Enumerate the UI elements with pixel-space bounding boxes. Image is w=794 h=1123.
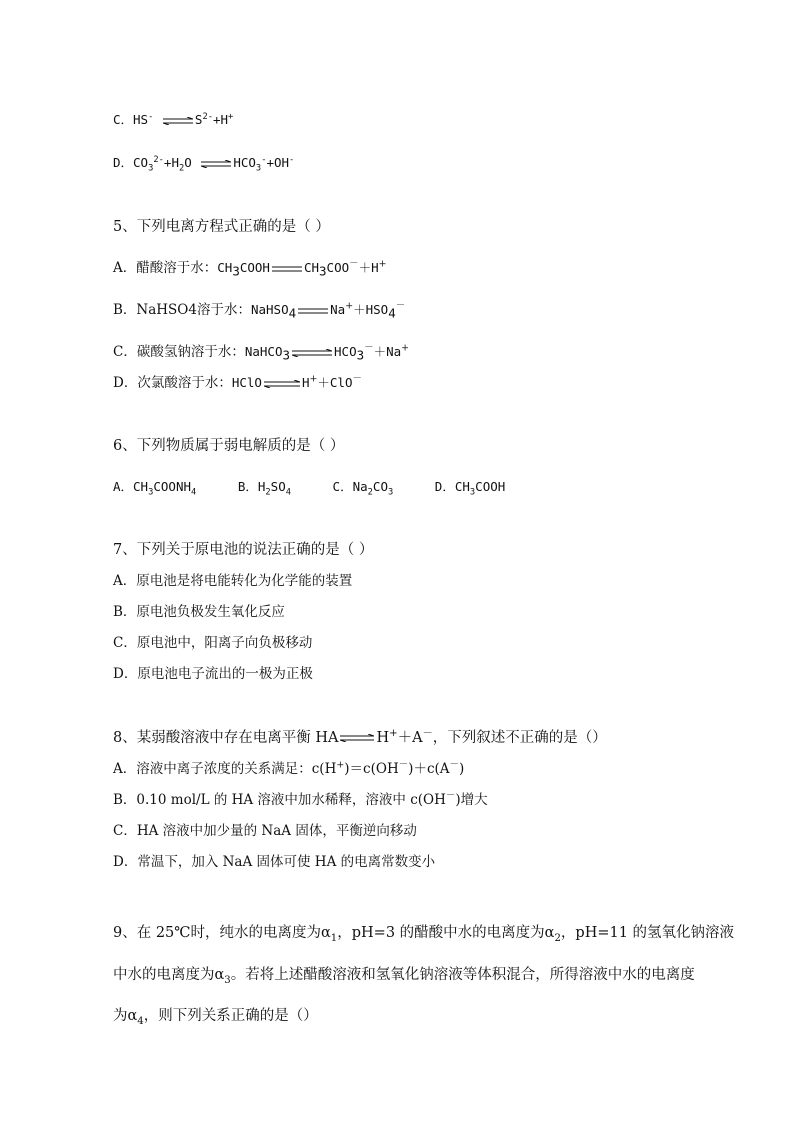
q7-option-c: C．原电池中，阳离子向负极移动 <box>113 635 313 651</box>
equals-arrow-icon <box>272 265 302 273</box>
q7-option-a: A．原电池是将电能转化为化学能的装置 <box>113 573 353 589</box>
question-6-stem: 6、下列物质属于弱电解质的是（ ） <box>113 438 345 454</box>
q5-option-c: C．碳酸氢钠溶于水：NaHCO$_3$ $HCO_3^-+Na^+$ <box>113 342 410 363</box>
question-9-line-2: 中水的电离度为$\alpha_3$。若将上述醋酸溶液和氢氧化钠溶液等体积混合，所得溶液中水的电离度 <box>113 967 695 986</box>
equilibrium-arrow-icon <box>292 349 332 357</box>
q8-option-a: A．溶液中离子浓度的关系满足：c(H+)＝c(OH－)＋c(A－) <box>113 759 465 777</box>
q6-option-d: D．$CH_3COOH$ <box>434 479 506 498</box>
q7-option-d: D．原电池电子流出的一极为正极 <box>113 666 313 682</box>
question-9-line-1: 9、在 25℃时，纯水的电离度为$\alpha_1$，pH=3 的醋酸中水的电离度为$\alpha_2$，pH=11 的氢氧化钠溶液 <box>113 925 735 944</box>
question-5-stem: 5、下列电离方程式正确的是（ ） <box>113 219 330 235</box>
q5-option-b: B．NaHSO4溶于水：NaHSO$_4$ $Na^++HSO_4^-$ <box>113 300 406 321</box>
q6-option-a: A．$CH_3COONH_4$ <box>113 479 197 498</box>
q4-option-c: C．HS- $S^{2-}+H^+$ <box>113 111 234 127</box>
q6-options <box>113 478 539 496</box>
equilibrium-arrow-icon <box>340 734 374 742</box>
q7-option-b: B．原电池负极发生氧化反应 <box>113 604 285 620</box>
q8-option-b: B．0.10 mol/L 的 HA 溶液中加水稀释，溶液中 c(OH－)增大 <box>113 790 488 808</box>
q5-option-d: D．次氯酸溶于水：HClO H+＋ClO－ <box>113 373 362 391</box>
q6-option-c: C．$Na_2CO_3$ <box>332 479 394 498</box>
question-8-stem: 8、某弱酸溶液中存在电离平衡 HA H+＋A－，下列叙述不正确的是（） <box>113 728 607 746</box>
q4-option-d: D．$CO_3^{2-}+H_2O$ $HCO_3^-+OH^-$ <box>113 154 295 174</box>
equilibrium-arrow-icon <box>264 380 300 388</box>
equilibrium-arrow-icon <box>163 117 193 125</box>
q5-option-a: A．醋酸溶于水：$CH_3COOH$ $CH_3COO^-+H^+$ <box>113 258 387 279</box>
equilibrium-arrow-icon <box>201 160 231 168</box>
q6-option-b: B．$H_2SO_4$ <box>237 479 292 498</box>
question-9-line-3: 为$\alpha_4$，则下列关系正确的是（） <box>113 1008 318 1027</box>
question-7-stem: 7、下列关于原电池的说法正确的是（ ） <box>113 542 374 558</box>
q8-option-d: D．常温下，加入 NaA 固体可使 HA 的电离常数变小 <box>113 854 436 870</box>
equals-arrow-icon <box>298 307 328 315</box>
q8-option-c: C．HA 溶液中加少量的 NaA 固体，平衡逆向移动 <box>113 823 417 839</box>
